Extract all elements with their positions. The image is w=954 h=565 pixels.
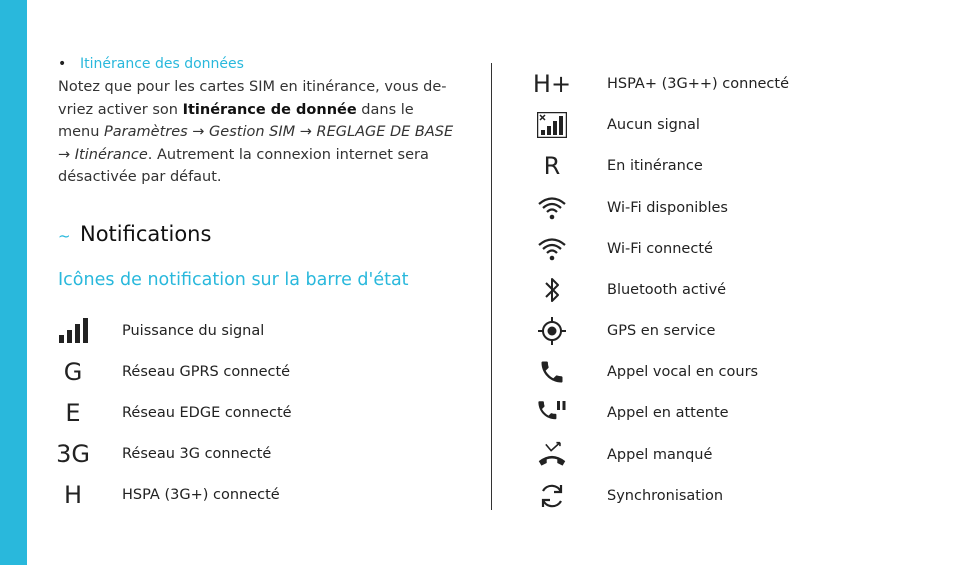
wifi-connected-icon [537, 234, 567, 264]
list-item [537, 440, 713, 470]
item-label: Bluetooth activé [607, 282, 727, 298]
list-item [537, 193, 728, 223]
list-item [58, 480, 280, 510]
para-text-2: dans le menu [58, 101, 414, 140]
item-label: HSPA (3G+) connecté [122, 487, 280, 503]
item-label: Aucun signal [607, 117, 700, 133]
item-label: Appel en attente [607, 405, 729, 421]
roaming-icon: R [543, 152, 561, 180]
wifi-available-icon [537, 193, 567, 223]
side-accent-bar [0, 0, 27, 565]
list-item [58, 316, 265, 346]
list-item [56, 439, 272, 469]
item-label: Appel vocal en cours [607, 364, 759, 380]
bullet-heading-text: Itinérance des données [80, 56, 244, 72]
voice-call-icon [537, 357, 567, 387]
bullet-dot: • [58, 56, 67, 72]
item-label: Puissance du signal [122, 323, 265, 339]
list-item [537, 275, 727, 305]
item-label: Wi-Fi connecté [607, 241, 713, 257]
call-on-hold-icon [537, 398, 567, 428]
list-item [58, 357, 291, 387]
para-text-1: Notez que pour les cartes SIM en itinérance, vous de-vriez activer son [58, 79, 447, 118]
section-tilde: ~ [58, 227, 71, 245]
gprs-icon: G [63, 358, 83, 386]
list-item [537, 316, 716, 346]
3g-icon: 3G [56, 440, 90, 468]
list-item [537, 110, 700, 140]
bluetooth-icon [537, 275, 567, 305]
hspa-plus-icon: H+ [532, 70, 572, 98]
column-divider [491, 63, 492, 510]
item-label: GPS en service [607, 323, 716, 339]
item-label: Réseau 3G connecté [122, 446, 272, 462]
missed-call-icon [537, 440, 567, 470]
edge-icon: E [65, 399, 81, 427]
list-item [537, 398, 729, 428]
section-heading-text: Notifications [80, 222, 212, 246]
item-label: En itinérance [607, 158, 703, 174]
para-bold-text: Itinérance de donnée [182, 101, 357, 118]
para-menu-path: Paramètres → Gestion SIM → REGLAGE DE BASE → Itinérance [58, 124, 454, 163]
para-text-3: . Autrement la connexion internet sera désactivée par défaut. [58, 146, 429, 185]
sync-icon [537, 481, 567, 511]
subsection-heading: Icônes de notification sur la barre d'état [58, 270, 409, 290]
list-item [537, 234, 713, 264]
list-item [58, 398, 292, 428]
item-label: Réseau EDGE connecté [122, 405, 292, 421]
list-item [532, 69, 790, 99]
hspa-icon: H [63, 481, 83, 509]
item-label: HSPA+ (3G++) connecté [607, 76, 790, 92]
item-label: Réseau GPRS connecté [122, 364, 291, 380]
item-label: Wi-Fi disponibles [607, 200, 728, 216]
item-label: Appel manqué [607, 447, 713, 463]
list-item [537, 357, 759, 387]
list-item [537, 151, 703, 181]
signal-strength-icon [58, 316, 88, 346]
gps-icon [537, 316, 567, 346]
item-label: Synchronisation [607, 488, 724, 504]
list-item [537, 481, 724, 511]
section-heading [58, 222, 211, 246]
roaming-paragraph [58, 76, 454, 189]
no-signal-icon [537, 110, 567, 140]
bullet-heading [58, 56, 244, 72]
